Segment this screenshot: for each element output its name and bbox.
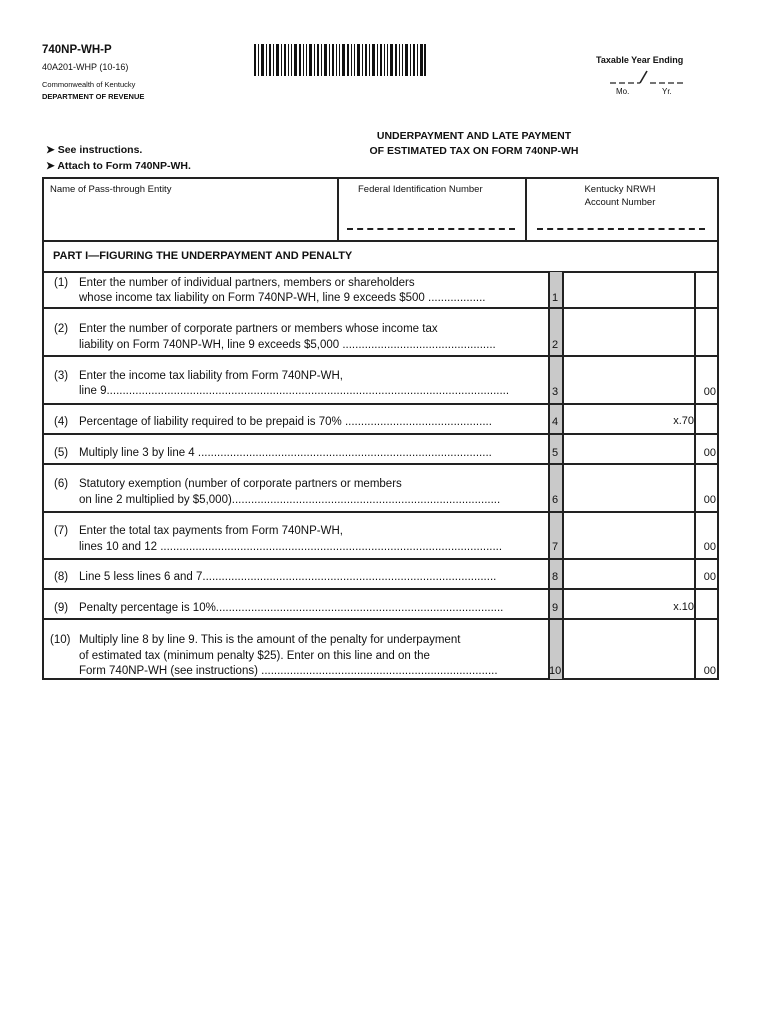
nrwh-account-input[interactable] bbox=[537, 228, 705, 230]
line-number: (9) bbox=[54, 602, 69, 614]
line-text: lines 10 and 12 ........................................................................................................... bbox=[79, 541, 503, 553]
line-6-input[interactable] bbox=[564, 465, 692, 509]
barcode-icon bbox=[254, 44, 426, 76]
line-text: Form 740NP-WH (see instructions) .......................................................................... bbox=[79, 665, 498, 677]
line-ref: 6 bbox=[552, 494, 559, 506]
line-number: (2) bbox=[54, 323, 69, 335]
line-text: whose income tax liability on Form 740NP-WH, line 9 exceeds $500 .................. bbox=[79, 292, 486, 304]
line-text: Enter the number of corporate partners or members whose income tax bbox=[79, 323, 438, 335]
line-text: Multiply line 3 by line 4 ............................................................................................ bbox=[79, 447, 492, 459]
divider bbox=[337, 177, 339, 241]
divider bbox=[525, 177, 527, 241]
rate-value: x.70 bbox=[673, 415, 694, 427]
line-text: Enter the number of individual partners, members or shareholders bbox=[79, 277, 415, 289]
entity-name-field[interactable] bbox=[50, 184, 171, 195]
cents-value: 00 bbox=[703, 541, 716, 553]
form-id: 740NP-WH-P bbox=[42, 44, 112, 56]
line-text: Enter the income tax liability from Form 740NP-WH, bbox=[79, 370, 343, 382]
line-5-input[interactable] bbox=[564, 435, 692, 461]
line-number: (1) bbox=[54, 277, 69, 289]
line-number: (5) bbox=[54, 447, 69, 459]
form-title-line-2: OF ESTIMATED TAX ON FORM 740NP-WH bbox=[369, 145, 579, 157]
line-number: (7) bbox=[54, 525, 69, 537]
line-7-input[interactable] bbox=[564, 513, 692, 556]
line-text: of estimated tax (minimum penalty $25). Enter on this line and on the bbox=[79, 650, 430, 662]
cents-value: 00 bbox=[703, 665, 716, 677]
form-revision: 40A201-WHP (10-16) bbox=[42, 62, 129, 72]
fein-input[interactable] bbox=[347, 228, 515, 230]
divider bbox=[42, 588, 719, 590]
line-text: line 9.............................................................................................................................. bbox=[79, 385, 510, 397]
taxable-month-label: Mo. bbox=[616, 87, 630, 96]
form-title-line-1: UNDERPAYMENT AND LATE PAYMENT bbox=[376, 130, 572, 142]
line-number: (3) bbox=[54, 370, 69, 382]
taxable-year-input[interactable] bbox=[610, 70, 684, 84]
line-ref: 8 bbox=[552, 571, 559, 583]
line-text: Multiply line 8 by line 9. This is the amount of the penalty for underpayment bbox=[79, 634, 461, 646]
line-number: (10) bbox=[50, 634, 71, 646]
line-ref: 3 bbox=[552, 386, 559, 398]
entity-name-label: Name of Pass-through Entity bbox=[50, 184, 172, 195]
part-1-title: PART I—FIGURING THE UNDERPAYMENT AND PENALTY bbox=[53, 250, 353, 262]
line-ref: 1 bbox=[552, 292, 559, 304]
nrwh-label-1: Kentucky NRWH bbox=[584, 184, 656, 195]
taxable-year-label: Taxable Year Ending bbox=[596, 55, 684, 65]
nrwh-label-2: Account Number bbox=[584, 197, 656, 208]
taxable-year-yr-label: Yr. bbox=[662, 87, 672, 96]
department-label: DEPARTMENT OF REVENUE bbox=[42, 92, 145, 101]
line-number: (6) bbox=[54, 478, 69, 490]
cents-value: 00 bbox=[703, 386, 716, 398]
line-text: Penalty percentage is 10%.......................................................................................... bbox=[79, 602, 504, 614]
fein-label: Federal Identification Number bbox=[358, 184, 483, 195]
line-ref: 4 bbox=[552, 416, 559, 428]
line-text: Statutory exemption (number of corporate partners or members bbox=[79, 478, 402, 490]
cents-value: 00 bbox=[703, 571, 716, 583]
line-1-input[interactable] bbox=[564, 274, 718, 306]
line-text: liability on Form 740NP-WH, line 9 exceeds $5,000 ................................................ bbox=[79, 339, 496, 351]
line-ref: 2 bbox=[552, 339, 559, 351]
line-ref: 7 bbox=[552, 541, 559, 553]
see-instructions: ➤ See instructions. bbox=[46, 144, 143, 156]
cents-value: 00 bbox=[703, 447, 716, 459]
cents-value: 00 bbox=[703, 494, 716, 506]
line-text: on line 2 multiplied by $5,000).................................................................................... bbox=[79, 494, 501, 506]
divider bbox=[42, 271, 719, 273]
divider bbox=[42, 240, 719, 242]
divider bbox=[42, 403, 719, 405]
line-10-input[interactable] bbox=[564, 620, 692, 678]
attach-instructions: ➤ Attach to Form 740NP-WH. bbox=[46, 160, 191, 172]
line-number: (8) bbox=[54, 571, 69, 583]
rate-value: x.10 bbox=[673, 601, 694, 613]
line-number: (4) bbox=[54, 416, 69, 428]
line-2-input[interactable] bbox=[564, 309, 718, 353]
commonwealth-label: Commonwealth of Kentucky bbox=[42, 80, 136, 89]
line-ref: 10 bbox=[549, 665, 562, 677]
line-8-input[interactable] bbox=[564, 560, 692, 586]
line-3-input[interactable] bbox=[564, 357, 692, 401]
line-text: Line 5 less lines 6 and 7............................................................................................ bbox=[79, 571, 497, 583]
line-ref: 9 bbox=[552, 602, 559, 614]
line-ref: 5 bbox=[552, 447, 559, 459]
line-text: Enter the total tax payments from Form 740NP-WH, bbox=[79, 525, 343, 537]
line-text: Percentage of liability required to be prepaid is 70% .............................................. bbox=[79, 416, 492, 428]
